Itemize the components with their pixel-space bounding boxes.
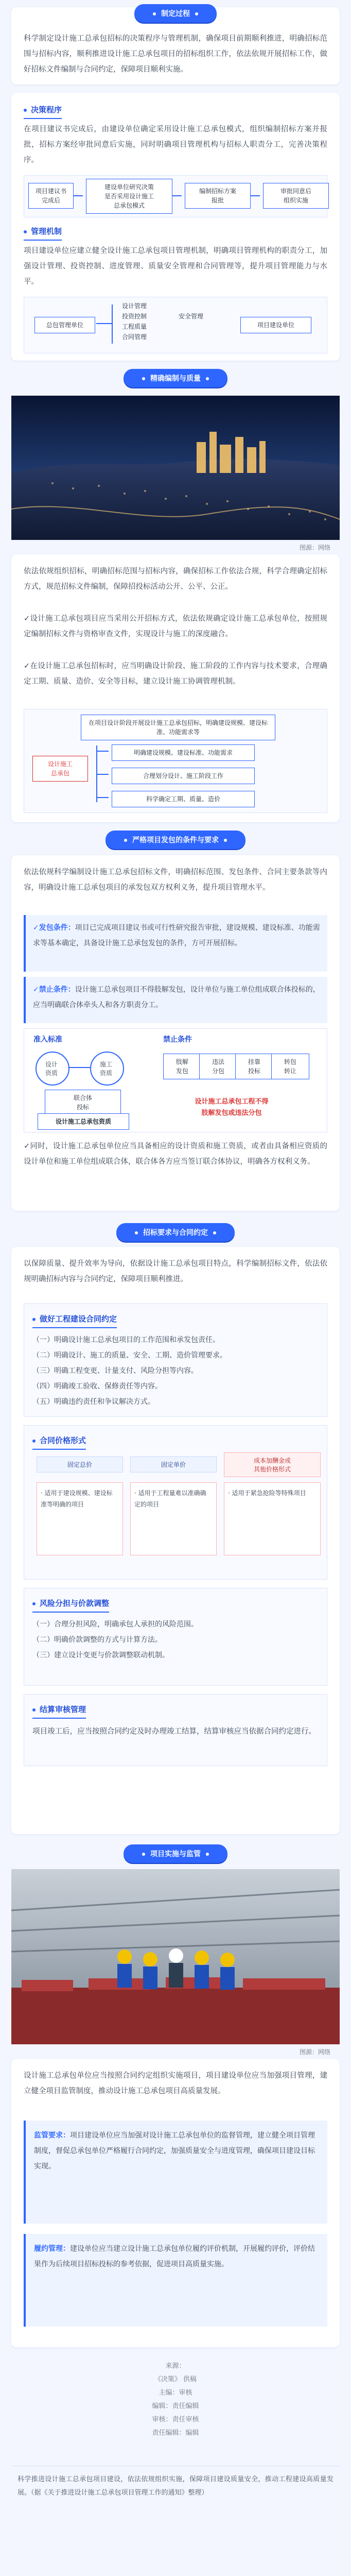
cond-box-2 [24, 977, 327, 1023]
req-block-2 [24, 1425, 327, 1580]
sub-mgmt [24, 224, 62, 241]
photo2-pill-label: 项目实施与监管 [150, 1850, 201, 1858]
flow-step-1: 项目建议书 完成后 [28, 183, 74, 209]
sub-decision [24, 102, 62, 119]
diag-left-title: 准入标准 [33, 1036, 62, 1044]
oversight-2-title: 履约管理： [34, 2245, 70, 2253]
flow-step-3: 编制招标方案 报批 [185, 183, 251, 209]
scope-right-bot: 科学确定工期、质量、造价 [112, 791, 255, 807]
mgmt-vert [112, 304, 113, 344]
conditions-diagram [24, 1028, 327, 1132]
section4-pill-label: 招标要求与合同约定 [143, 1229, 208, 1237]
oversight-2 [34, 2241, 319, 2272]
decision-card [11, 93, 340, 361]
flow-step-4: 审批同意后 组织实施 [263, 183, 329, 209]
req-3-item-3: （三）建立设计变更与价款调整联动机制。 [32, 1651, 169, 1659]
intro-card [11, 7, 340, 84]
oversight-1-title: 监管要求： [34, 2131, 70, 2140]
diag-r3: 挂靠 投标 [235, 1054, 273, 1079]
req-4-title: 结算审核管理 [32, 1702, 86, 1719]
credit-line-4: 审核：责任审核 [152, 2416, 199, 2424]
city-night-illustration [11, 396, 340, 540]
diag-link [68, 1067, 90, 1068]
construction-site-illustration [11, 1869, 340, 2044]
price-cost-plus: 成本加酬金或 其他价格形式 [224, 1452, 321, 1477]
scope-p2: ✓设计施工总承包项目应当采用公开招标方式，依法依规确定设计施工总承包单位，按照规定编制招标文件与资格审查文件，实现设计与施工的深度融合。 [24, 615, 327, 638]
oversight-box-2 [24, 2234, 327, 2327]
cond-2-title: ✓禁止条件： [33, 986, 75, 994]
scope-top-box: 在项目设计阶段开展设计施工总承包招标，明确建设规模、建设标准、功能需求等 [81, 715, 275, 740]
req-1-item-3: （三）明确工程变更、计量支付、风险分担等内容。 [32, 1367, 198, 1375]
city-night-photo [11, 396, 340, 540]
req-1-item-2: （二）明确设计、施工的质量、安全、工期、造价管理要求。 [32, 1351, 227, 1360]
req-3-title: 风险分担与价款调整 [32, 1596, 109, 1613]
req-block-4 [24, 1694, 327, 1766]
credits [0, 2360, 351, 2458]
photo2-caption: 图源：网络 [299, 2048, 330, 2056]
conditions-card [11, 855, 340, 1211]
section-pill-photo1-wrap [0, 369, 351, 385]
scope-p1: 依法依规组织招标，明确招标范围与招标内容，确保招标工作依法合规，科学合理确定招标方式，规范招标文件编制，保障招投标活动公开、公平、公正。 [24, 567, 327, 591]
mgmt-item-4: 合同管理 [122, 333, 147, 341]
diag-bottom: 设计施工总承包资质 [38, 1113, 129, 1130]
cond-2-body: 设计施工总承包项目不得肢解发包，设计单位与施工单位组成联合体投标的，应当明确联合体牵头人和各方职责分工。 [33, 986, 320, 1009]
diag-c1: 设计 资质 [45, 1061, 58, 1077]
site-photo [11, 1869, 340, 2044]
req-1-item-4: （四）明确竣工验收、保修责任等内容。 [32, 1382, 162, 1391]
subhead-decision: 决策程序 [24, 102, 62, 119]
section-pill-intro [134, 4, 217, 23]
mgmt-item-1: 设计管理 [122, 302, 147, 310]
requirements-card [11, 1247, 340, 1834]
mgmt-left-box: 总包管理单位 [34, 317, 95, 333]
oversight-card [11, 2059, 340, 2347]
scope-right-top: 明确建设规模、建设标准、功能需求 [112, 744, 255, 761]
section3-pill-label: 严格项目发包的条件与要求 [132, 836, 219, 844]
scope-h2 [96, 774, 109, 775]
flow-arrow-3 [251, 195, 260, 196]
cond-box-2-text [33, 982, 320, 1013]
mgmt-connector [96, 323, 112, 324]
section-pill-photo2 [124, 1844, 227, 1863]
oversight-box-1 [24, 2121, 327, 2224]
requirements-p1: 以保障质量、提升效率为导向，依据设计施工总承包项目特点，科学编制招标文件，依法依规明确招标内容与合同约定，保障项目顺利推进。 [24, 1260, 327, 1283]
oversight-2-body: 建设单位应当建立设计施工总承包单位履约评价机制，开展履约评价，评价结果作为后续项目招标投标的参考依据，促进项目高质量实施。 [34, 2245, 315, 2268]
intro-paragraph: 科学制定设计施工总承包招标的决策程序与管理机制，确保项目前期顺利推进，明确招标范围与招标内容，顺利推进设计施工总承包项目的招标组织工作，依法依规开展招标工作，做好招标文件编制与合同约定，保障项目顺利实施。 [24, 35, 327, 74]
section-pill-3 [106, 831, 245, 849]
credits-org: 来源： [165, 2362, 186, 2370]
diag-note-1: 设计施工总承包工程不得 [195, 1098, 269, 1106]
photo1-title: 精确编制与质量 [150, 375, 201, 383]
scope-p3: ✓在设计施工总承包招标时，应当明确设计阶段、施工阶段的工作内容与技术要求，合理确定工期、质量、造价、安全等目标，建立设计施工协调管理机制。 [24, 662, 327, 686]
section-pill-label: 制定过程 [161, 10, 190, 18]
req-block-3 [24, 1588, 327, 1686]
cond-1-title: ✓发包条件： [33, 924, 75, 932]
oversight-p1: 设计施工总承包单位应当按照合同约定组织实施项目，项目建设单位应当加强项目管理，建立健全项目监管制度，推动设计施工总承包项目高质量发展。 [24, 2072, 327, 2095]
req-block-1 [24, 1303, 327, 1417]
diag-c3: 联合体 投标 [45, 1090, 121, 1115]
mgmt-diagram [24, 297, 327, 353]
section-pill-4 [116, 1223, 235, 1242]
price-fixed-unit: 固定单价 [130, 1456, 217, 1472]
oversight-1 [34, 2128, 319, 2174]
mgmt-item-5: 安全管理 [179, 313, 204, 320]
oversight-1-body: 项目建设单位应当加强对设计施工总承包单位的监督管理，建立健全项目管理制度，督促总承包单位严格履行合同约定，加强质量安全与进度管理，确保项目建设目标实现。 [34, 2131, 315, 2171]
subhead-mgmt: 管理机制 [24, 224, 62, 241]
section-pill-photo2-wrap [0, 1844, 351, 1861]
decision-paragraph: 在项目建议书完成后，由建设单位确定采用设计施工总承包模式，组织编制招标方案并报批，招标方案经审批同意后实施，同时明确项目管理机构与招标人职责分工，完善决策程序。 [24, 125, 327, 164]
req-3-item-2: （二）明确价款调整的方式与计算方法。 [32, 1636, 162, 1644]
flow-step-2: 建设单位研究决策 是否采用设计施工 总承包模式 [86, 179, 172, 214]
price-note-2: · 适用于工程量难以准确确定的项目 [134, 1489, 206, 1508]
req-3-item-1: （一）合理分担风险，明确承包人承担的风险范围。 [32, 1620, 198, 1629]
req-1-title: 做好工程建设合同约定 [32, 1311, 117, 1328]
scope-card [11, 554, 340, 822]
req-2-title: 合同价格形式 [32, 1433, 86, 1450]
credit-line-3: 编辑：责任编辑 [152, 2402, 199, 2410]
mgmt-item-2: 投资控制 [122, 313, 147, 320]
cond-box-1 [24, 915, 327, 972]
photo1-caption: 图源：网络 [299, 544, 330, 551]
cond-1-body: 项目已完成项目建议书或可行性研究报告审批，建设规模、建设标准、功能需求等基本确定，具备设计施工总承包发包的条件，方可开展招标。 [33, 924, 320, 947]
section-pill-4-wrap [0, 1223, 351, 1240]
price-fixed-total: 固定总价 [37, 1456, 123, 1472]
decision-flow [24, 175, 327, 217]
mgmt-item-3: 工程质量 [122, 323, 147, 330]
req-1-item-5: （五）明确违约责任和争议解决方式。 [32, 1398, 155, 1406]
scope-diagram [24, 709, 327, 813]
mgmt-paragraph: 项目建设单位应建立健全设计施工总承包项目管理机制，明确项目管理机构的职责分工，加强设计管理、投资控制、进度管理、质量安全管理和合同管理等，提升项目管理能力与水平。 [24, 247, 327, 286]
diag-note-2: 肢解发包或违法分包 [201, 1109, 262, 1117]
scope-left-box: 设计施工 总承包 [32, 756, 88, 782]
credit-line-5: 责任编辑：编辑 [152, 2429, 199, 2437]
price-note-3: · 适用于紧急抢险等特殊项目 [228, 1489, 306, 1497]
section-pill-3-wrap [0, 831, 351, 847]
credit-line-2: 主编：审核 [159, 2389, 192, 2397]
scope-h1 [96, 751, 109, 752]
diag-right-title: 禁止条件 [163, 1036, 192, 1044]
footer-closing: 科学推进设计施工总承包项目建设，依法依规组织实施，保障项目建设质量安全，推动工程建设高质量发展。（据《关于推进设计施工总承包项目管理工作的通知》整理） [17, 2476, 334, 2497]
flow-arrow-1 [74, 195, 83, 196]
scope-right-mid: 合理划分设计、施工阶段工作 [112, 768, 255, 784]
conditions-p2: ✓同时，设计施工总承包单位应当具备相应的设计资质和施工资质，或者由具备相应资质的设计单位和施工单位组成联合体，联合体各方应当签订联合体协议，明确各方权利义务。 [24, 1142, 327, 1166]
req-4-text: 项目竣工后，应当按照合同约定及时办理竣工结算，结算审核应当依据合同约定进行。 [32, 1727, 316, 1736]
cond-box-1-text [33, 920, 320, 951]
credit-line-1: 《决策》 供稿 [154, 2376, 197, 2383]
section-pill-photo1 [124, 369, 227, 387]
price-note-1: · 适用于建设规模、建设标准等明确的项目 [41, 1489, 113, 1508]
diag-c2: 施工 资质 [99, 1061, 112, 1077]
scope-h3 [96, 797, 109, 798]
mgmt-right-box: 项目建设单位 [240, 317, 311, 333]
req-1-item-1: （一）明确设计施工总承包项目的工作范围和承发包责任。 [32, 1336, 220, 1344]
diag-r1: 肢解 发包 [163, 1054, 201, 1079]
conditions-p1: 依法依规科学编制设计施工总承包招标文件，明确招标范围、发包条件、合同主要条款等内容，明确设计施工总承包项目的承发包双方权利义务，提升项目管理水平。 [24, 868, 327, 892]
diag-r2: 违法 分包 [199, 1054, 237, 1079]
flow-arrow-2 [172, 195, 182, 196]
diag-r4: 转包 转让 [271, 1054, 309, 1079]
